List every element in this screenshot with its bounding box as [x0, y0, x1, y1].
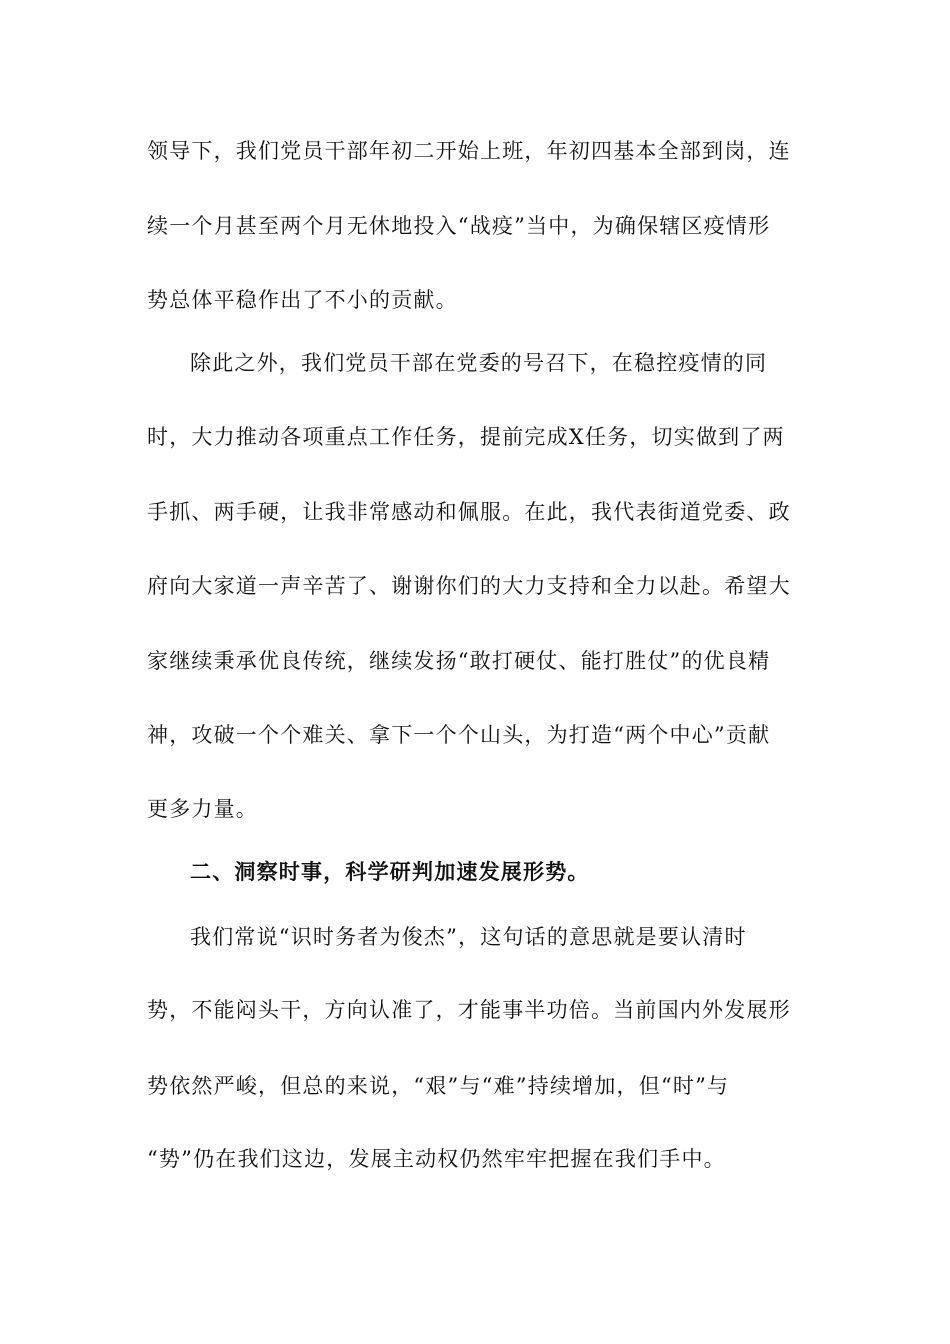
paragraph-line: 我们常说“识时务者为俊杰”，这句话的意思就是要认清时	[190, 925, 747, 949]
paragraph-line: 府向大家道一声辛苦了、谢谢你们的大力支持和全力以赴。希望大	[147, 574, 791, 598]
paragraph-line: 时，大力推动各项重点工作任务，提前完成X任务，切实做到了两	[147, 425, 785, 449]
paragraph-line: 更多力量。	[147, 797, 258, 821]
paragraph-line: 神，攻破一个个难关、拿下一个个山头，为打造“两个中心”贡献	[147, 723, 771, 747]
paragraph-line: 势依然严峻，但总的来说，“艰”与“难”持续增加，但“时”与	[147, 1074, 730, 1098]
paragraph-line: 领导下，我们党员干部年初二开始上班，年初四基本全部到岗，连	[147, 139, 791, 163]
paragraph-line: 除此之外，我们党员干部在党委的号召下，在稳控疫情的同	[190, 351, 768, 375]
paragraph-line: 手抓、两手硬，让我非常感动和佩服。在此，我代表街道党委、政	[147, 500, 791, 524]
paragraph-line: “势”仍在我们这边，发展主动权仍然牢牢把握在我们手中。	[147, 1147, 726, 1171]
paragraph-line: 家继续秉承优良传统，继续发扬“敢打硬仗、能打胜仗”的优良精	[147, 649, 771, 673]
section-heading: 二、洞察时事，科学研判加速发展形势。	[190, 859, 590, 884]
paragraph-line: 续一个月甚至两个月无休地投入“战疫”当中，为确保辖区疫情形	[147, 214, 771, 238]
paragraph-line: 势总体平稳作出了不小的贡献。	[147, 288, 458, 312]
paragraph-line: 势，不能闷头干，方向认准了，才能事半功倍。当前国内外发展形	[147, 998, 791, 1022]
